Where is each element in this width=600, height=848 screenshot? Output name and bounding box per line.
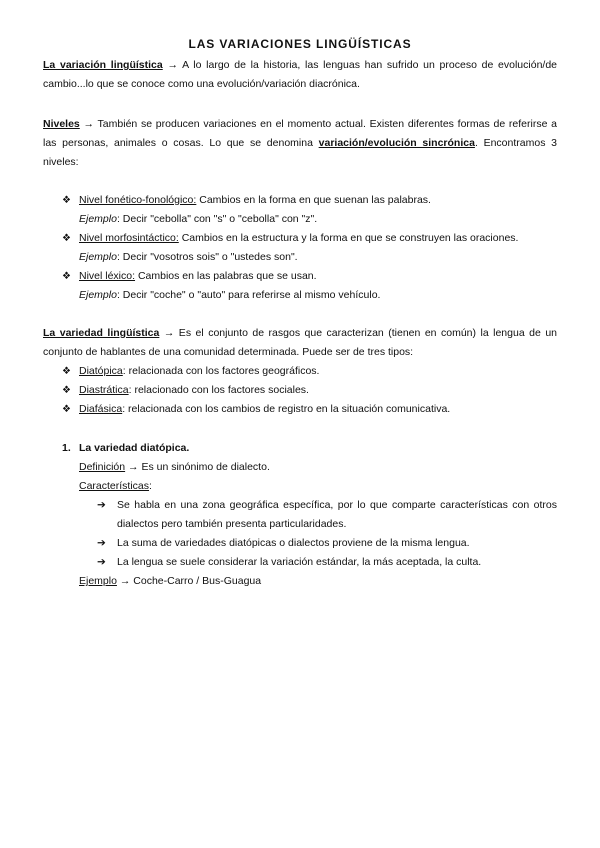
niveles-term: Niveles [43, 118, 80, 130]
example-label: Ejemplo [79, 213, 117, 225]
list-item [62, 362, 557, 381]
definition-label: Definición [79, 461, 126, 473]
arrow-icon: → [163, 327, 175, 339]
variedad-types-list [62, 362, 557, 419]
type-name: Diatópica [79, 365, 123, 377]
section-title: La variedad diatópica. [79, 442, 190, 454]
variacion-paragraph [43, 56, 557, 94]
arrow-icon: → [119, 575, 131, 587]
section-number: 1. [62, 442, 71, 454]
diamond-bullet-icon: ❖ [62, 404, 71, 415]
diamond-bullet-icon: ❖ [62, 366, 71, 377]
variedad-term: La variedad lingüística [43, 327, 160, 339]
nivel-desc: Cambios en la estructura y la forma en que se construyen las oraciones. [178, 232, 519, 244]
characteristics-label: Características [79, 480, 150, 492]
diamond-bullet-icon: ❖ [62, 271, 71, 282]
characteristic-text: La lengua se suele considerar la variación estándar, la más aceptada, la culta. [117, 556, 482, 568]
variacion-text: A lo largo de la historia, las lenguas han sufrido un proceso de evolución/de cambio...lo que se conoce como una evolución/variación diacrónica. [43, 59, 558, 90]
characteristics-colon: : [149, 480, 152, 492]
list-item [62, 229, 557, 267]
type-desc: : relacionado con los factores sociales. [128, 384, 309, 396]
example-label: Ejemplo [79, 575, 117, 587]
variacion-term: La variación lingüística [43, 59, 163, 71]
arrow-bullet-icon: ➔ [97, 556, 106, 568]
list-item [62, 381, 557, 400]
diamond-bullet-icon: ❖ [62, 195, 71, 206]
nivel-example [79, 286, 557, 305]
list-item [97, 496, 557, 534]
example-text: Coche-Carro / Bus-Guagua [130, 575, 262, 587]
variedad-text: Es el conjunto de rasgos que caracterizan (tienen en común) la lengua de un conjunto de hablantes de una comunidad determinada. Puede ser de tres tipos: [43, 327, 557, 358]
nivel-example [79, 210, 557, 229]
arrow-bullet-icon: ➔ [97, 537, 106, 549]
list-item [62, 267, 557, 305]
type-desc: : relacionada con los cambios de registro en la situación comunicativa. [122, 403, 451, 415]
example-label: Ejemplo [79, 289, 117, 301]
example-label: Ejemplo [79, 251, 117, 263]
diamond-bullet-icon: ❖ [62, 233, 71, 244]
list-item [62, 191, 557, 229]
arrow-icon: → [83, 118, 95, 130]
example-text: : Decir "coche" o "auto" para referirse al mismo vehículo. [116, 289, 381, 301]
section-heading [62, 439, 189, 458]
example-text: : Decir "cebolla" con "s" o "cebolla" con "z". [116, 213, 318, 225]
characteristics-list [97, 496, 557, 572]
definition-text: Es un sinónimo de dialecto. [138, 461, 270, 473]
example-line [79, 572, 557, 591]
niveles-text-before: También se producen variaciones en el momento actual. Existen diferentes formas de referirse a las personas, animales o cosas. Lo que se denomina [43, 118, 557, 149]
nivel-name: Nivel fonético-fonológico: [79, 194, 197, 206]
example-text: : Decir "vosotros sois" o "ustedes son". [116, 251, 298, 263]
page-title: LAS VARIACIONES LINGÜÍSTICAS [188, 37, 412, 51]
definition-line [79, 458, 557, 477]
list-item [97, 553, 557, 572]
characteristic-text: La suma de variedades diatópicas o dialectos proviene de la misma lengua. [117, 537, 470, 549]
type-name: Diafásica [79, 403, 123, 415]
list-item [62, 400, 557, 419]
arrow-bullet-icon: ➔ [97, 499, 106, 511]
niveles-list [62, 191, 557, 305]
nivel-name: Nivel léxico: [79, 270, 136, 282]
variedad-paragraph [43, 324, 557, 362]
type-desc: : relacionada con los factores geográficos. [122, 365, 320, 377]
niveles-text-after: . Encontramos 3 niveles: [43, 137, 557, 168]
nivel-name: Nivel morfosintáctico: [79, 232, 179, 244]
nivel-desc: Cambios en la forma en que suenan las palabras. [196, 194, 431, 206]
characteristics-line [79, 477, 557, 496]
characteristic-text: Se habla en una zona geográfica específica, por lo que comparte características con otros dialectos pero también presenta particularidades. [117, 499, 557, 530]
nivel-example [79, 248, 557, 267]
type-name: Diastrática [79, 384, 129, 396]
arrow-icon: → [128, 461, 139, 473]
arrow-icon: → [167, 59, 178, 71]
nivel-desc: Cambios en las palabras que se usan. [135, 270, 317, 282]
list-item [97, 534, 557, 553]
niveles-paragraph [43, 115, 557, 172]
diamond-bullet-icon: ❖ [62, 385, 71, 396]
niveles-highlight: variación/evolución sincrónica [318, 137, 475, 149]
